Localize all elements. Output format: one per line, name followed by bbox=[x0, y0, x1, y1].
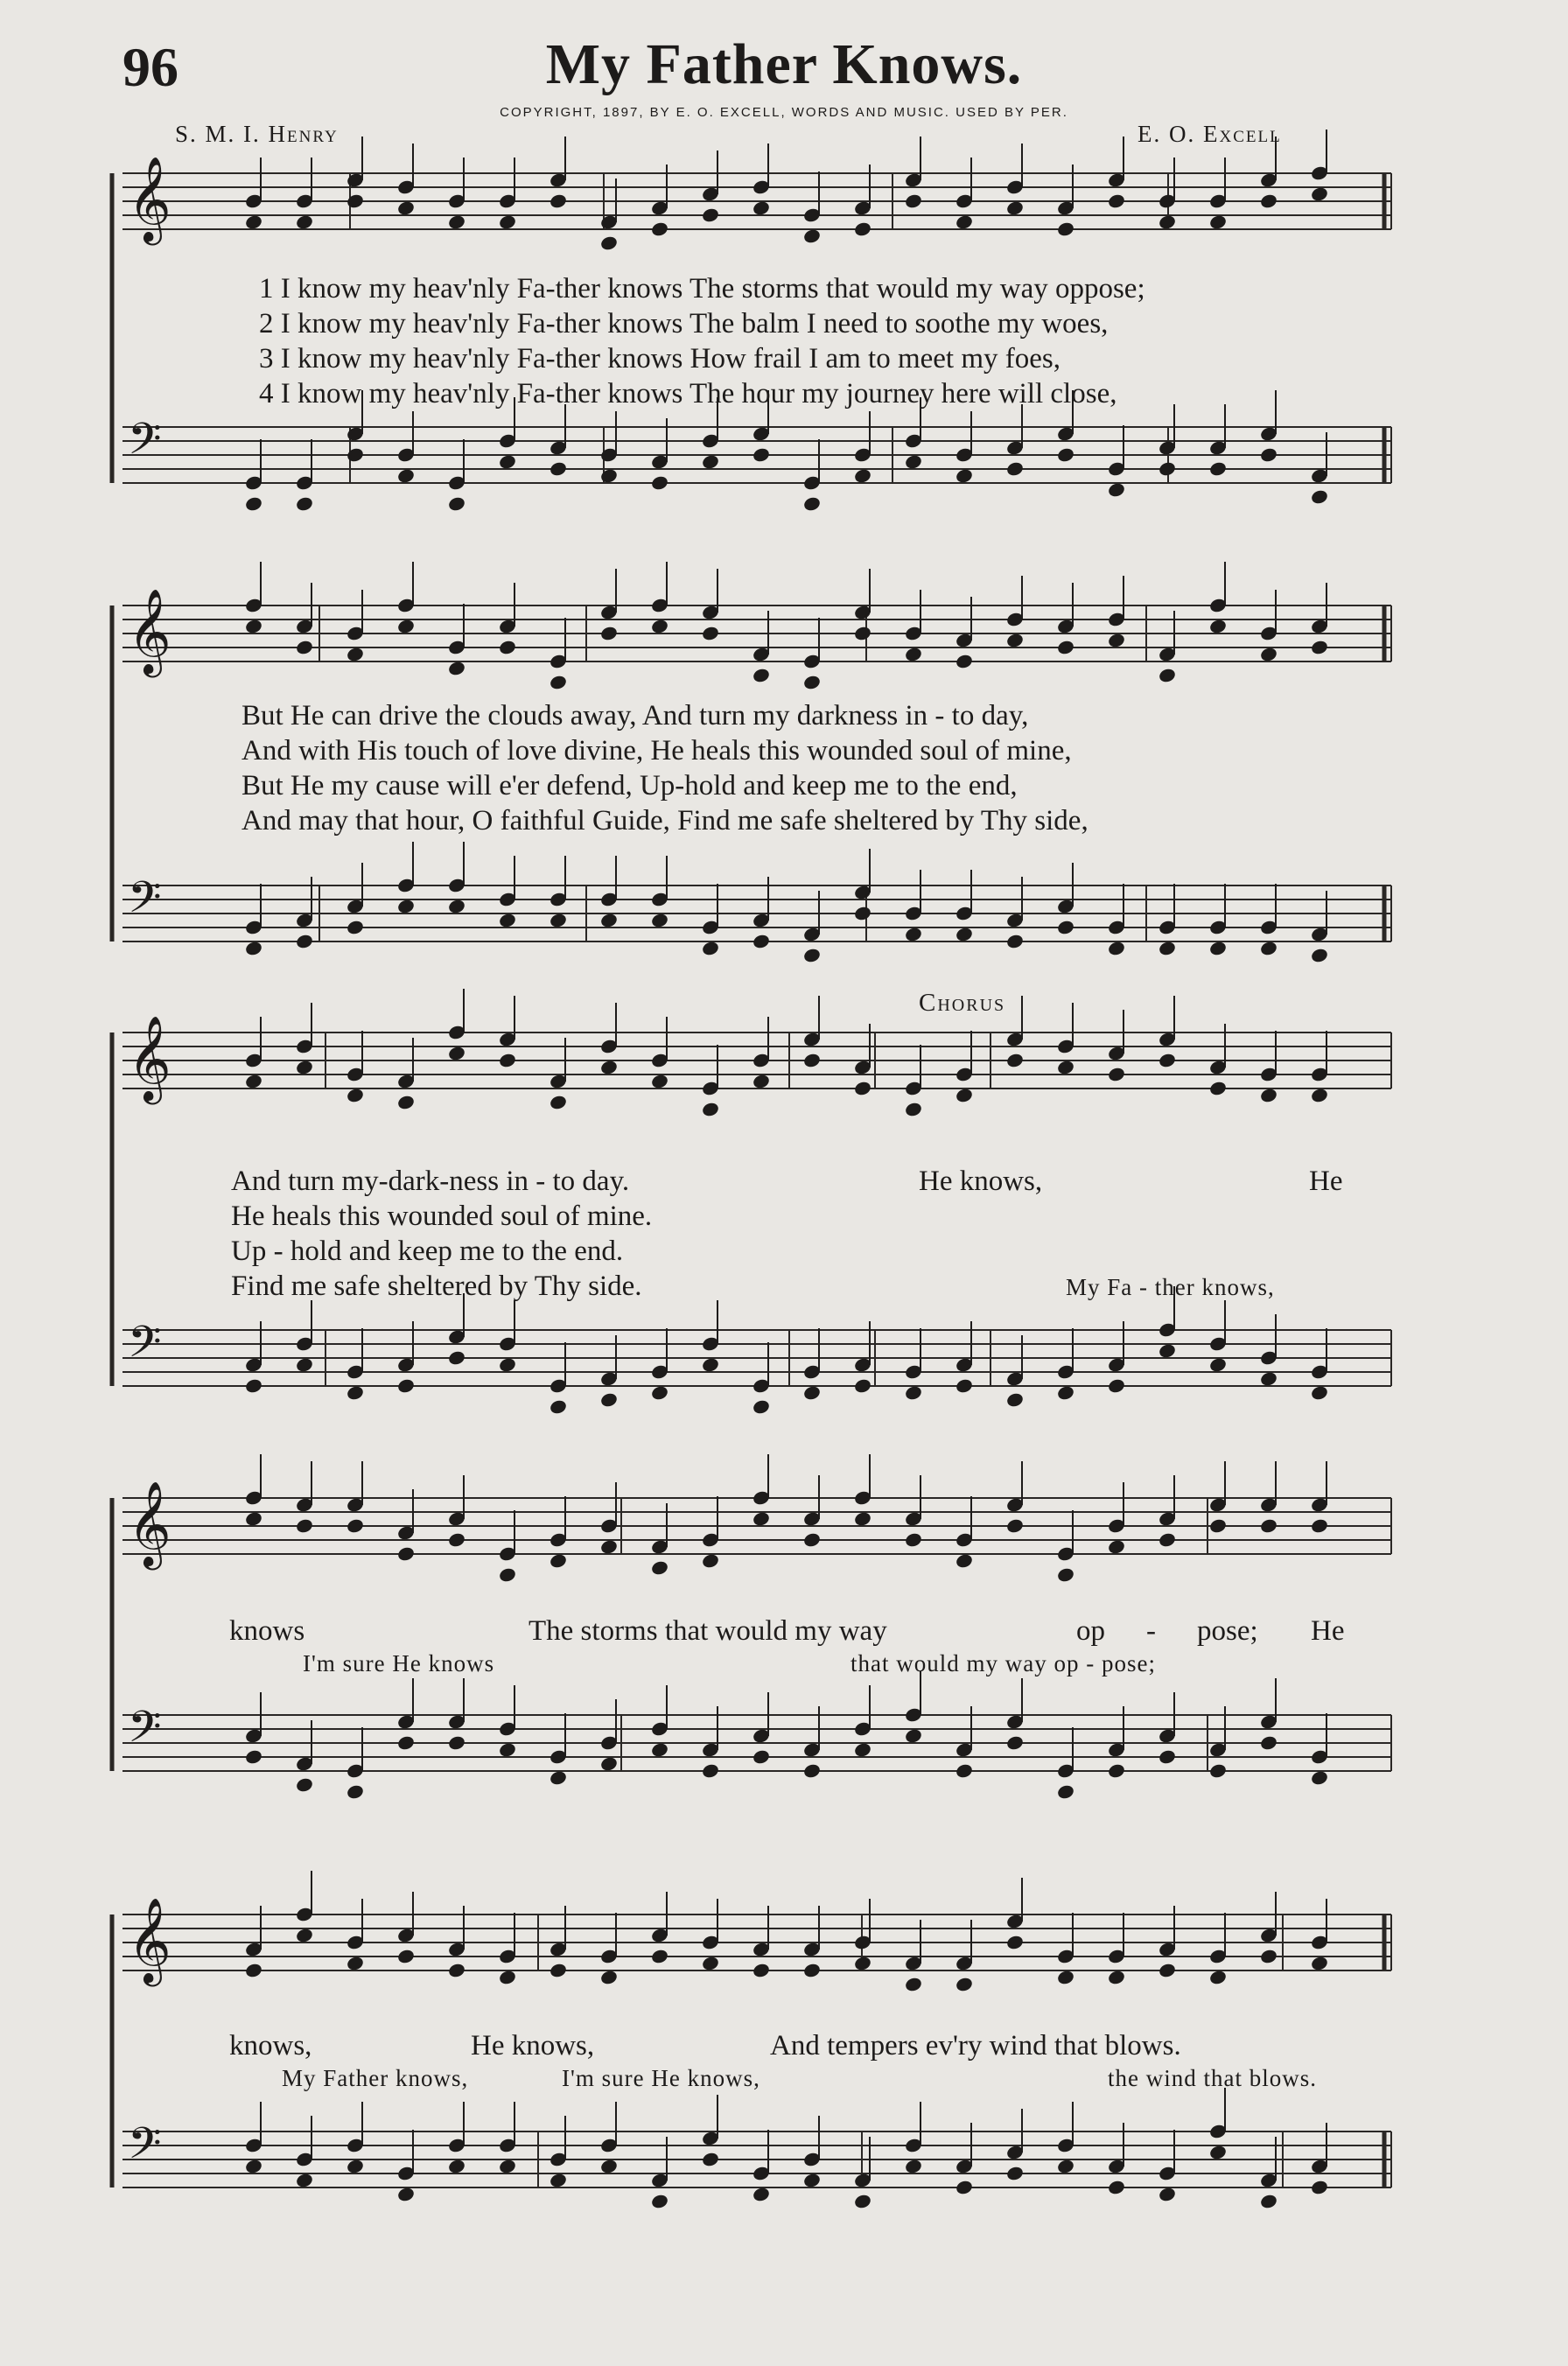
note-head bbox=[752, 1962, 771, 1978]
note-head bbox=[295, 2172, 314, 2188]
note-head bbox=[549, 192, 568, 209]
lyricist-credit: S. M. I. Henry bbox=[175, 121, 339, 147]
note-head bbox=[1310, 1517, 1329, 1534]
note-head bbox=[650, 1559, 669, 1576]
hymn-title: My Father Knows. bbox=[545, 32, 1023, 96]
note-head bbox=[447, 495, 466, 512]
chorus-lyric-pose: pose; bbox=[1197, 1615, 1258, 1647]
note-head bbox=[346, 2158, 365, 2174]
note-head bbox=[1107, 1969, 1126, 1985]
note-head bbox=[599, 625, 619, 641]
note-head bbox=[244, 1073, 263, 1089]
note-head bbox=[549, 1769, 568, 1786]
verse-1-line-3: And turn my-dark-ness in - to day. bbox=[231, 1166, 630, 1197]
note-head bbox=[1158, 1052, 1177, 1068]
chorus-bass-lyric-oppose: that would my way op - pose; bbox=[850, 1650, 1156, 1676]
note-head bbox=[904, 1976, 923, 1992]
note-head bbox=[549, 2172, 568, 2188]
note-head bbox=[498, 1566, 517, 1583]
verse-2-line-3: He heals this wounded soul of mine. bbox=[231, 1200, 653, 1232]
note-head bbox=[1158, 214, 1177, 230]
chorus-lyric-storms: The storms that would my way bbox=[528, 1615, 887, 1647]
note-head bbox=[1310, 2179, 1329, 2195]
note-head bbox=[1005, 1052, 1025, 1068]
note-head bbox=[498, 912, 517, 928]
note-head bbox=[904, 646, 923, 662]
note-head bbox=[1208, 618, 1228, 634]
note-head bbox=[549, 912, 568, 928]
composer-credit: E. O. Excell bbox=[1138, 121, 1282, 147]
note-head bbox=[752, 446, 771, 463]
note-head bbox=[853, 220, 872, 237]
note-head bbox=[1259, 1370, 1278, 1387]
note-head bbox=[549, 674, 568, 690]
note-head bbox=[346, 1783, 365, 1800]
note-head bbox=[752, 1073, 771, 1089]
note-head bbox=[396, 200, 416, 216]
chorus-lyric-hyphen: - bbox=[1146, 1615, 1156, 1647]
note-head bbox=[1107, 940, 1126, 956]
note-head bbox=[802, 947, 822, 963]
note-head bbox=[1107, 1762, 1126, 1779]
note-head bbox=[549, 1552, 568, 1569]
note-head bbox=[904, 453, 923, 470]
note-head bbox=[346, 1384, 365, 1401]
treble-clef-icon: 𝄞 bbox=[128, 1015, 172, 1101]
note-head bbox=[1259, 646, 1278, 662]
note-head bbox=[752, 933, 771, 949]
note-head bbox=[1107, 1066, 1126, 1082]
note-head bbox=[802, 1052, 822, 1068]
note-head bbox=[498, 1052, 517, 1068]
chorus-bass-lyric-1: My Fa - ther knows, bbox=[1066, 1274, 1275, 1300]
note-head bbox=[498, 453, 517, 470]
note-head bbox=[701, 1101, 720, 1117]
note-head bbox=[599, 1391, 619, 1408]
note-head bbox=[701, 206, 720, 223]
note-head bbox=[650, 2193, 669, 2209]
note-head bbox=[447, 1962, 466, 1978]
note-head bbox=[1005, 933, 1025, 949]
verse-4-line-1: 4 I know my heav'nly Fa-ther knows The hour my journey here will close, bbox=[259, 378, 1117, 410]
note-head bbox=[396, 1734, 416, 1751]
note-head bbox=[1005, 1517, 1025, 1534]
note-head bbox=[447, 1734, 466, 1751]
note-head bbox=[498, 1356, 517, 1373]
note-head bbox=[1107, 632, 1126, 648]
note-head bbox=[447, 660, 466, 676]
note-head bbox=[1158, 1748, 1177, 1765]
bass-clef-icon: 𝄢 bbox=[128, 1702, 162, 1763]
chorus-bass-lyric-my-father: My Father knows, bbox=[282, 2065, 469, 2091]
note-head bbox=[396, 1377, 416, 1394]
note-head bbox=[701, 1955, 720, 1971]
note-head bbox=[650, 1948, 669, 1964]
note-head bbox=[1056, 1969, 1075, 1985]
note-head bbox=[346, 1955, 365, 1971]
treble-clef-icon: 𝄞 bbox=[128, 1480, 172, 1566]
note-head bbox=[1056, 446, 1075, 463]
bass-clef-icon: 𝄢 bbox=[128, 2118, 162, 2180]
note-head bbox=[1056, 2158, 1075, 2174]
note-head bbox=[650, 618, 669, 634]
note-head bbox=[295, 639, 314, 655]
note-head bbox=[904, 926, 923, 942]
note-head bbox=[701, 1762, 720, 1779]
note-head bbox=[1208, 214, 1228, 230]
note-head bbox=[295, 1927, 314, 1943]
note-head bbox=[650, 1384, 669, 1401]
note-head bbox=[1259, 1517, 1278, 1534]
note-head bbox=[599, 1969, 619, 1985]
note-head bbox=[955, 1762, 974, 1779]
verse-4-line-3: Find me safe sheltered by Thy side. bbox=[231, 1270, 642, 1302]
note-head bbox=[1158, 2186, 1177, 2202]
chorus-lyric-knows-2: knows, bbox=[229, 2030, 312, 2062]
note-head bbox=[1208, 1080, 1228, 1096]
verse-3-line-2: But He my cause will e'er defend, Up-hold and keep me to the end, bbox=[242, 770, 1018, 802]
note-head bbox=[447, 898, 466, 914]
note-head bbox=[1259, 2193, 1278, 2209]
note-head bbox=[396, 1094, 416, 1110]
note-head bbox=[1208, 940, 1228, 956]
note-head bbox=[498, 1969, 517, 1985]
note-head bbox=[853, 2193, 872, 2209]
note-head bbox=[295, 1356, 314, 1373]
note-head bbox=[650, 912, 669, 928]
chorus-lyric-he-2: He bbox=[1311, 1615, 1345, 1647]
note-head bbox=[1107, 1538, 1126, 1555]
note-head bbox=[1208, 460, 1228, 477]
note-head bbox=[650, 1741, 669, 1758]
note-head bbox=[1005, 200, 1025, 216]
note-head bbox=[447, 214, 466, 230]
note-head bbox=[447, 1045, 466, 1061]
chorus-lyric-tempers: And tempers ev'ry wind that blows. bbox=[770, 2030, 1181, 2062]
note-head bbox=[802, 1962, 822, 1978]
note-head bbox=[1056, 639, 1075, 655]
bass-clef-icon: 𝄢 bbox=[128, 872, 162, 934]
note-head bbox=[498, 2158, 517, 2174]
note-head bbox=[802, 495, 822, 512]
note-head bbox=[701, 453, 720, 470]
note-head bbox=[1310, 1384, 1329, 1401]
note-head bbox=[1259, 192, 1278, 209]
note-head bbox=[1259, 1087, 1278, 1103]
note-head bbox=[549, 1962, 568, 1978]
note-head bbox=[1056, 220, 1075, 237]
note-head bbox=[1310, 947, 1329, 963]
note-head bbox=[904, 1727, 923, 1744]
note-head bbox=[1056, 919, 1075, 935]
note-head bbox=[396, 618, 416, 634]
note-head bbox=[1208, 1762, 1228, 1779]
note-head bbox=[802, 228, 822, 244]
note-head bbox=[1310, 488, 1329, 505]
note-head bbox=[853, 1510, 872, 1527]
note-head bbox=[701, 1356, 720, 1373]
note-head bbox=[599, 1059, 619, 1075]
note-head bbox=[1259, 446, 1278, 463]
note-head bbox=[1310, 1769, 1329, 1786]
note-head bbox=[1056, 1059, 1075, 1075]
note-head bbox=[650, 220, 669, 237]
note-head bbox=[1056, 1566, 1075, 1583]
note-head bbox=[853, 467, 872, 484]
note-head bbox=[396, 2186, 416, 2202]
note-head bbox=[447, 1349, 466, 1366]
note-head bbox=[752, 1398, 771, 1415]
note-head bbox=[396, 1948, 416, 1964]
verse-3-line-1: 3 I know my heav'nly Fa-ther knows How frail I am to meet my foes, bbox=[259, 343, 1060, 374]
note-head bbox=[599, 1538, 619, 1555]
note-head bbox=[396, 898, 416, 914]
note-head bbox=[853, 1741, 872, 1758]
note-head bbox=[752, 200, 771, 216]
note-head bbox=[853, 905, 872, 921]
note-head bbox=[904, 1384, 923, 1401]
note-head bbox=[1107, 192, 1126, 209]
chorus-bass-lyric-im-sure-2: I'm sure He knows, bbox=[562, 2065, 760, 2091]
verse-4-line-2: And may that hour, O faithful Guide, Find me safe sheltered by Thy side, bbox=[242, 805, 1088, 836]
note-head bbox=[955, 2179, 974, 2195]
verse-3-line-3: Up - hold and keep me to the end. bbox=[231, 1236, 624, 1267]
note-head bbox=[853, 625, 872, 641]
note-head bbox=[244, 1748, 263, 1765]
note-head bbox=[1005, 1934, 1025, 1950]
note-head bbox=[244, 618, 263, 634]
note-head bbox=[802, 674, 822, 690]
note-head bbox=[955, 926, 974, 942]
note-head bbox=[1005, 1734, 1025, 1751]
note-head bbox=[1005, 632, 1025, 648]
treble-clef-icon: 𝄞 bbox=[128, 1897, 172, 1983]
note-head bbox=[955, 1377, 974, 1394]
note-head bbox=[1208, 1356, 1228, 1373]
note-head bbox=[1056, 1783, 1075, 1800]
chorus-lyric-he-knows: He knows, bbox=[919, 1166, 1043, 1197]
note-head bbox=[295, 214, 314, 230]
verse-2-line-1: 2 I know my heav'nly Fa-ther knows The balm I need to soothe my woes, bbox=[259, 308, 1109, 340]
chorus-lyric-he: He bbox=[1309, 1166, 1343, 1197]
note-head bbox=[1158, 940, 1177, 956]
note-head bbox=[447, 1531, 466, 1548]
note-head bbox=[549, 460, 568, 477]
note-head bbox=[752, 1748, 771, 1765]
note-head bbox=[1107, 481, 1126, 498]
note-head bbox=[1158, 667, 1177, 683]
verse-1-line-1: 1 I know my heav'nly Fa-ther knows The storms that would my way oppose; bbox=[259, 273, 1145, 304]
note-head bbox=[295, 1776, 314, 1793]
note-head bbox=[549, 1094, 568, 1110]
note-head bbox=[1259, 1734, 1278, 1751]
chorus-lyric-op: op bbox=[1076, 1615, 1105, 1647]
note-head bbox=[244, 1962, 263, 1978]
note-head bbox=[955, 1552, 974, 1569]
note-head bbox=[1056, 1384, 1075, 1401]
note-head bbox=[1107, 1377, 1126, 1394]
note-head bbox=[346, 192, 365, 209]
note-head bbox=[498, 1741, 517, 1758]
note-head bbox=[853, 1080, 872, 1096]
note-head bbox=[853, 1955, 872, 1971]
note-head bbox=[1005, 2165, 1025, 2181]
note-head bbox=[295, 933, 314, 949]
note-head bbox=[1005, 460, 1025, 477]
note-head bbox=[1259, 940, 1278, 956]
note-head bbox=[853, 1377, 872, 1394]
note-head bbox=[346, 1517, 365, 1534]
note-head bbox=[955, 1976, 974, 1992]
chorus-bass-lyric-im-sure: I'm sure He knows bbox=[303, 1650, 495, 1676]
note-head bbox=[1310, 639, 1329, 655]
chorus-bass-lyric-wind: the wind that blows. bbox=[1108, 2065, 1317, 2091]
note-head bbox=[955, 653, 974, 669]
note-head bbox=[701, 1552, 720, 1569]
note-head bbox=[752, 1510, 771, 1527]
note-head bbox=[1259, 1948, 1278, 1964]
note-head bbox=[650, 1073, 669, 1089]
bass-clef-icon: 𝄢 bbox=[128, 414, 162, 475]
note-head bbox=[244, 495, 263, 512]
note-head bbox=[1005, 1391, 1025, 1408]
note-head bbox=[802, 1531, 822, 1548]
note-head bbox=[752, 2186, 771, 2202]
note-head bbox=[498, 214, 517, 230]
treble-clef-icon: 𝄞 bbox=[128, 588, 172, 674]
note-head bbox=[244, 1377, 263, 1394]
chorus-lyric-knows: knows bbox=[229, 1615, 305, 1647]
note-head bbox=[599, 2158, 619, 2174]
note-head bbox=[802, 1762, 822, 1779]
note-head bbox=[244, 940, 263, 956]
note-head bbox=[1158, 1531, 1177, 1548]
note-head bbox=[346, 446, 365, 463]
note-head bbox=[904, 192, 923, 209]
note-head bbox=[1158, 1342, 1177, 1359]
note-head bbox=[447, 2158, 466, 2174]
note-head bbox=[1310, 186, 1329, 202]
chorus-label: Chorus bbox=[919, 989, 1006, 1017]
verse-2-line-2: And with His touch of love divine, He heals this wounded soul of mine, bbox=[242, 735, 1072, 766]
note-head bbox=[955, 214, 974, 230]
note-head bbox=[599, 234, 619, 251]
note-head bbox=[701, 625, 720, 641]
note-head bbox=[1310, 1955, 1329, 1971]
copyright-notice: COPYRIGHT, 1897, BY E. O. EXCELL, WORDS AND MUSIC. USED BY PER. bbox=[500, 105, 1068, 120]
note-head bbox=[904, 1101, 923, 1117]
note-head bbox=[346, 646, 365, 662]
note-head bbox=[1208, 1969, 1228, 1985]
page-number: 96 bbox=[122, 36, 178, 98]
note-head bbox=[701, 2151, 720, 2167]
note-head bbox=[1158, 460, 1177, 477]
note-head bbox=[244, 1510, 263, 1527]
note-head bbox=[498, 639, 517, 655]
note-head bbox=[295, 1059, 314, 1075]
note-head bbox=[650, 474, 669, 491]
note-head bbox=[701, 940, 720, 956]
treble-clef-icon: 𝄞 bbox=[128, 156, 172, 242]
note-head bbox=[396, 467, 416, 484]
note-head bbox=[955, 1087, 974, 1103]
note-head bbox=[802, 2172, 822, 2188]
note-head bbox=[295, 1517, 314, 1534]
note-head bbox=[1208, 2144, 1228, 2160]
note-head bbox=[599, 467, 619, 484]
note-head bbox=[1208, 1517, 1228, 1534]
note-head bbox=[904, 1531, 923, 1548]
note-head bbox=[346, 919, 365, 935]
note-head bbox=[549, 1398, 568, 1415]
note-head bbox=[396, 1545, 416, 1562]
note-head bbox=[295, 495, 314, 512]
note-head bbox=[1107, 2179, 1126, 2195]
note-head bbox=[599, 912, 619, 928]
note-head bbox=[752, 667, 771, 683]
note-head bbox=[1158, 1962, 1177, 1978]
note-head bbox=[955, 467, 974, 484]
note-head bbox=[244, 2158, 263, 2174]
bass-clef-icon: 𝄢 bbox=[128, 1317, 162, 1378]
note-head bbox=[599, 1755, 619, 1772]
note-head bbox=[346, 1087, 365, 1103]
note-head bbox=[802, 1384, 822, 1401]
note-head bbox=[904, 2158, 923, 2174]
verse-1-line-2: But He can drive the clouds away, And turn my darkness in - to day, bbox=[242, 700, 1029, 732]
chorus-lyric-he-knows-2: He knows, bbox=[471, 2030, 595, 2062]
note-head bbox=[244, 214, 263, 230]
note-head bbox=[1310, 1087, 1329, 1103]
